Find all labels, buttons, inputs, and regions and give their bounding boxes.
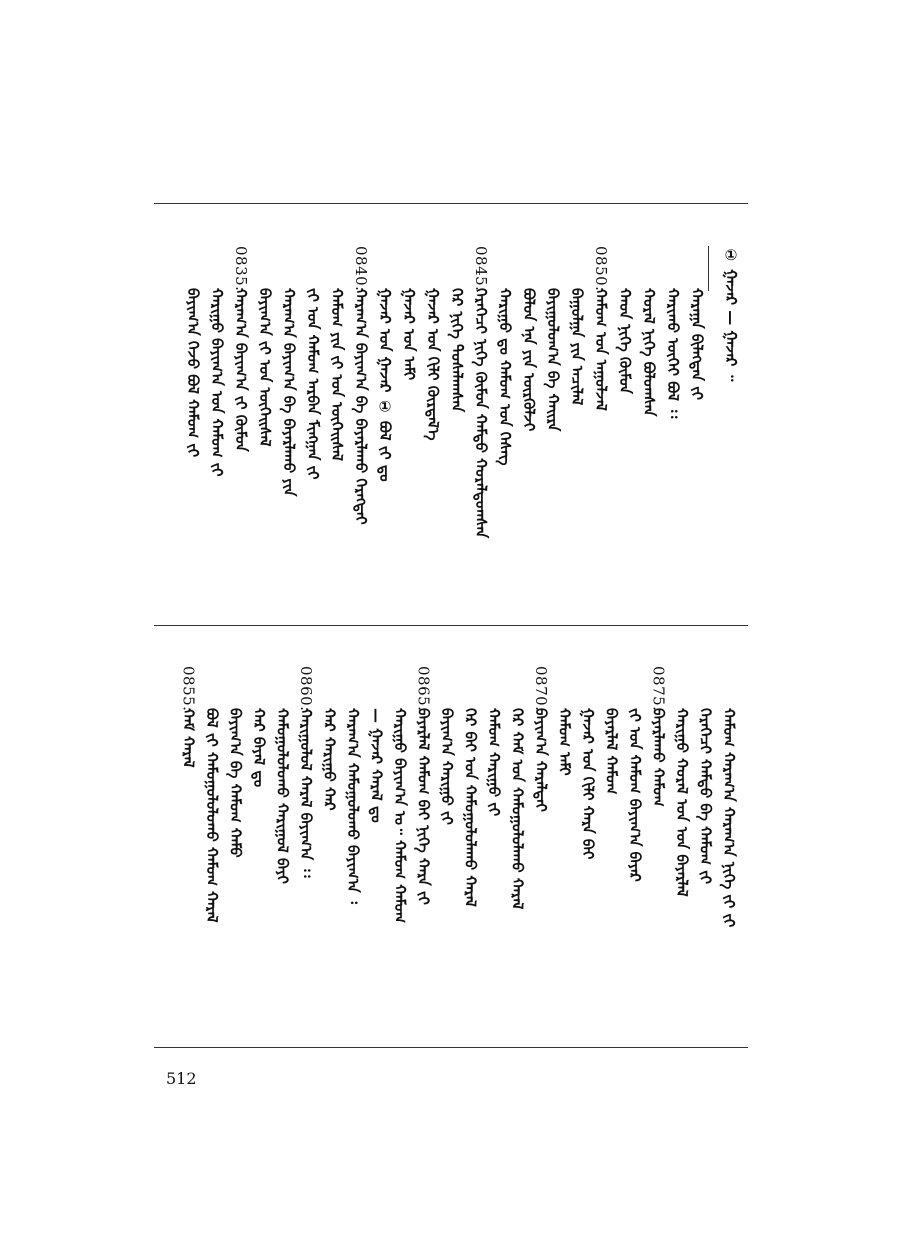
verse-line bbox=[372, 246, 398, 646]
line-text: ᠬᠤᠷᠠᠯ ᠨᠢᠭᠡ ᠪᠣᠯᠤᠭᠰᠠᠨ bbox=[640, 288, 658, 417]
verse-line bbox=[180, 246, 206, 646]
line-number bbox=[622, 666, 648, 706]
line-text: ᠬᠠᠮᠤᠭ ᠠᠮᠢ bbox=[555, 708, 574, 776]
line-text: ᠭᠡᠷ ᠬᠠᠮ ᠤᠨ ᠬᠠᠮᠤᠭᠤᠯᠤᠯᠠᠬᠤ ᠬᠠᠷᠠᠯ bbox=[508, 708, 527, 910]
footnote-text: ① ᠭᠠᠵᠠᠷ — ᠭᠠᠵᠠᠷ ᠃ bbox=[722, 246, 740, 382]
line-number bbox=[669, 666, 695, 706]
line-text: ᠬᠠᠮᠤᠭ ᠬᠠᠷᠢᠭᠤ ᠶ᠋ᠢ bbox=[485, 708, 503, 817]
verse-line bbox=[204, 246, 230, 646]
line-text: — ᠭᠠᠵᠠᠷ ᠬᠠᠷᠠᠯ ᠳᠤ bbox=[367, 708, 386, 823]
line-number: 0875. bbox=[649, 666, 668, 712]
verse-line bbox=[481, 666, 507, 1066]
line-number bbox=[372, 246, 398, 286]
line-text: ᠪᠠᠶᠢᠭ᠎ᠠ ᠬᠠᠷᠠᠯᠲᠠᠢ bbox=[532, 708, 550, 812]
verse-line bbox=[660, 246, 686, 646]
line-text: ᠬᠠᠮᠤᠭ ᠬᠠᠷᠠᠭ᠎ᠠ ᠬᠠᠷᠠᠭ᠎ᠠ ᠨᠢᠭᠡ ᠶ᠋ᠢ ᠶ᠋ᠢ bbox=[720, 708, 738, 928]
footnote bbox=[718, 246, 744, 646]
line-number bbox=[564, 246, 590, 286]
verse-line bbox=[588, 246, 614, 646]
line-text: ᠭᠡᠷᠡᠭᠡᠴᠢ ᠬᠠᠮᠲᠤ ᠪᠠ ᠬᠠᠮᠤᠭ ᠶ᠋ᠢ bbox=[696, 708, 715, 885]
verse-line bbox=[444, 246, 470, 646]
line-text: ᠪᠠᠶᠢᠭᠤᠯᠤᠭ᠎ᠠ ᠪᠠ ᠬᠠᠢᠷᠠ bbox=[544, 288, 562, 432]
top-rule bbox=[154, 203, 748, 204]
line-number: 0850. bbox=[592, 246, 610, 292]
line-text: ᠬᠠᠷᠠᠭ᠎ᠠ ᠪᠠᠶᠢᠭ᠎ᠠ ᠪᠠ ᠪᠠᠶᠠᠷᠯᠠᠬᠤ ᠶᠢᠨ bbox=[280, 288, 298, 497]
line-number bbox=[492, 246, 518, 286]
verse-line bbox=[223, 666, 249, 1066]
line-number bbox=[684, 246, 710, 286]
verse-line bbox=[636, 246, 662, 646]
line-text: ᠪᠠᠶᠠᠷᠯᠠᠬᠤ ᠬᠠᠮᠤᠭ bbox=[649, 708, 668, 807]
line-number bbox=[660, 246, 686, 286]
line-text: ᠬᠠᠷ ᠬᠠᠷᠢᠭᠤ ᠬᠠᠷ bbox=[320, 708, 339, 811]
line-number bbox=[396, 246, 422, 286]
line-number bbox=[516, 246, 542, 286]
line-text: ᠬᠠᠷᠢᠭᠤ ᠬᠤᠷᠠᠯ ᠤᠨ ᠤᠨ ᠪᠠᠶᠠᠷᠯᠠᠯ bbox=[673, 708, 691, 897]
line-text: ᠬᠠᠷᠠᠭ᠎ᠠ ᠪᠠᠶᠢᠭ᠎ᠠ ᠶ᠋ᠢ ᠬᠦᠮᠦᠨ bbox=[232, 288, 250, 452]
verse-line bbox=[646, 666, 672, 1066]
line-text: ᠬᠠᠷ ᠪᠠᠶᠠᠯ ᠳᠤ bbox=[250, 708, 268, 788]
line-text: ᠪᠠᠭᠤᠯᠭᠠ ᠶᠢᠨ ᠠᠴᠢᠯᠠᠯ bbox=[568, 288, 586, 406]
line-number bbox=[420, 246, 446, 286]
line-number bbox=[716, 666, 742, 706]
line-number: 0840. bbox=[352, 246, 370, 292]
verse-line bbox=[693, 666, 719, 1066]
verse-line bbox=[411, 666, 437, 1066]
verse-line bbox=[716, 666, 742, 1066]
verse-line bbox=[575, 666, 601, 1066]
line-number bbox=[340, 666, 366, 706]
line-number bbox=[317, 666, 343, 706]
line-text: ᠪᠠᠶᠠᠷᠯᠠᠯ ᠬᠠᠮᠤᠭ bbox=[602, 708, 621, 795]
verse-line bbox=[669, 666, 695, 1066]
verse-line bbox=[552, 666, 578, 1066]
verse-line bbox=[516, 246, 542, 646]
verse-line bbox=[434, 666, 460, 1066]
line-number bbox=[252, 246, 278, 286]
verse-line bbox=[276, 246, 302, 646]
line-text: ᠪᠣᠯ ᠶ᠋ᠢ ᠬᠠᠮᠤᠭᠤᠯᠤᠯᠤᠬᠤ ᠬᠠᠮᠤᠭ ᠬᠠᠷᠠᠯ bbox=[203, 708, 221, 923]
line-text: ᠪᠣᠯᠤᠨ ᠡᠨᠡ ᠶᠢᠨ ᠦᠷᠭᠦᠯᠵᠢ bbox=[520, 288, 538, 432]
line-text: ᠭᠠᠵᠠᠷ ᠤᠨ ᠠᠮᠢ bbox=[400, 288, 418, 381]
line-number bbox=[204, 246, 230, 286]
verse-line bbox=[612, 246, 638, 646]
verse-line bbox=[468, 246, 494, 646]
line-number bbox=[636, 246, 662, 286]
line-number bbox=[458, 666, 484, 706]
verse-line bbox=[564, 246, 590, 646]
line-number: 0835. bbox=[232, 246, 250, 292]
line-number bbox=[180, 246, 206, 286]
line-text: ᠭᠠᠵᠠᠷ ᠤᠨ ᠬᠢᠯᠢ ᠬᠠᠷᠠ ᠪᠠᠶ bbox=[579, 708, 597, 860]
verse-line bbox=[348, 246, 374, 646]
line-text: ᠬᠠᠷᠢᠭᠤ ᠪᠠᠶᠢᠭ᠎ᠠ ᠤᠨ ᠬᠠᠮᠤᠭ ᠶ᠋ᠢ bbox=[208, 288, 226, 477]
line-number bbox=[300, 246, 326, 286]
verse-line bbox=[300, 246, 326, 646]
verse-line bbox=[420, 246, 446, 646]
line-number bbox=[434, 666, 460, 706]
verse-line bbox=[228, 246, 254, 646]
line-number: 0865. bbox=[414, 666, 433, 712]
line-text: ᠬᠠᠮ ᠬᠠᠷᠠᠯ bbox=[179, 708, 198, 768]
verse-line bbox=[340, 666, 366, 1066]
line-number bbox=[324, 246, 350, 286]
verse-line bbox=[252, 246, 278, 646]
verse-line bbox=[317, 666, 343, 1066]
verse-line bbox=[458, 666, 484, 1066]
line-number bbox=[612, 246, 638, 286]
line-number bbox=[693, 666, 719, 706]
line-number bbox=[481, 666, 507, 706]
verse-line bbox=[540, 246, 566, 646]
line-text: ᠬᠠᠷᠢᠭᠤᠯᠤᠯ ᠬᠠᠷᠠᠯ ᠪᠠᠶᠢᠭ᠎ᠠ ᠄᠄ bbox=[297, 708, 315, 878]
line-text: ᠬᠠᠮᠤᠭᠤᠯᠤᠯᠤᠬᠤ ᠬᠠᠷᠢᠭᠤᠯ ᠪᠠᠶᠢ bbox=[273, 708, 292, 884]
line-number bbox=[599, 666, 625, 706]
line-text: ᠬᠠᠷᠢᠭᠤ ᠳᠤ ᠬᠠᠮᠤᠭ ᠤᠨ ᠬᠡᠰᠡᠭ bbox=[496, 288, 514, 466]
verse-line bbox=[492, 246, 518, 646]
verse-line bbox=[293, 666, 319, 1066]
page-number: 512 bbox=[166, 1069, 197, 1088]
line-number bbox=[387, 666, 413, 706]
verse-line bbox=[199, 666, 225, 1066]
line-text: ᠬᠡᠷ ᠪᠠᠶ ᠤᠨ ᠬᠠᠮᠤᠭᠤᠯᠤᠯᠠᠬᠤ ᠬᠠᠷᠠᠯ bbox=[461, 708, 480, 907]
line-text: ᠬᠠᠮᠤᠭ ᠤᠨ ᠠᠭᠤᠯᠵᠠᠯ bbox=[592, 288, 610, 411]
line-number bbox=[575, 666, 601, 706]
line-text: ᠬᠠᠷᠢᠬᠤ ᠦᠭᠡᠢ ᠪᠣᠯ ᠄᠄ bbox=[664, 288, 682, 419]
line-number bbox=[444, 246, 470, 286]
verse-line bbox=[396, 246, 422, 646]
line-number bbox=[540, 246, 566, 286]
line-number: 0870. bbox=[532, 666, 550, 712]
line-text: ᠪᠠᠶᠢᠭ᠎ᠠ ᠭᠡᠵᠦ ᠪᠣᠯ ᠬᠠᠮᠤᠭ ᠶ᠋ᠢ bbox=[184, 288, 202, 458]
line-text: ᠬᠠᠷᠠᠭ᠎ᠠ ᠪᠠᠶᠢᠭ᠎ᠠ ᠪᠠ ᠪᠠᠶᠠᠷᠯᠠᠬᠤ ᠬᠡᠷᠡᠭᠲᠡᠢ bbox=[352, 288, 370, 525]
line-number: 0860. bbox=[297, 666, 315, 712]
line-number bbox=[199, 666, 225, 706]
verse-line bbox=[387, 666, 413, 1066]
line-number bbox=[364, 666, 390, 706]
verse-line bbox=[684, 246, 710, 646]
verse-line bbox=[324, 246, 350, 646]
verse-line bbox=[176, 666, 202, 1066]
line-text: ᠬᠠᠳ ᠨᠢᠭᠡ ᠬᠦᠮᠦᠨ bbox=[616, 288, 634, 394]
line-number: 0855. bbox=[179, 666, 198, 712]
verse-line bbox=[528, 666, 554, 1066]
line-number bbox=[270, 666, 296, 706]
verse-line bbox=[622, 666, 648, 1066]
line-text: ᠪᠠᠶᠢᠭ᠎ᠠ ᠶ᠋ᠢ ᠤᠨ ᠦᠭᠡᠢᠰᠡᠯ bbox=[256, 288, 274, 447]
line-number bbox=[246, 666, 272, 706]
verse-line bbox=[246, 666, 272, 1066]
line-text: ᠪᠠᠶᠢᠭ᠎ᠠ ᠬᠠᠷᠢᠭᠤ ᠶ᠋ᠢ bbox=[438, 708, 456, 825]
line-text: ᠬᠠᠷᠠᠭ᠎ᠠ ᠬᠠᠮᠤᠭᠤᠯᠤᠬᠤ ᠪᠠᠶᠢᠭ᠎ᠠ ᠄ bbox=[344, 708, 362, 904]
verse-line bbox=[270, 666, 296, 1066]
line-number bbox=[223, 666, 249, 706]
line-text: ᠭᠡᠷᠡᠭᠡᠴᠢ ᠨᠢᠭᠡ ᠬᠦᠮᠦᠨ ᠬᠠᠮᠲᠤ ᠬᠤᠷᠠᠯᠳᠤᠭᠰᠠᠨ bbox=[472, 288, 490, 539]
line-text: ᠪᠠᠶᠠᠷᠯᠠᠯ ᠬᠠᠮᠤᠭ ᠪᠠᠶ ᠨᠢᠭᠡ ᠬᠠᠷᠠ ᠶ᠋ᠢ bbox=[414, 708, 433, 905]
line-text: ᠬᠠᠷᠠᠭᠠ ᠪᠢᠯᠡᠭᠳᠡᠨ ᠶ᠋ᠢ bbox=[688, 288, 706, 401]
line-text: ᠬᠠᠮᠤᠭ ᠶᠢᠨ ᠶ᠋ᠢ ᠤᠨ ᠦᠭᠡᠢᠰᠡᠯ bbox=[328, 288, 346, 462]
line-text: ᠶ᠋ᠢ ᠤᠨ ᠬᠠᠮᠤᠭ ᠠᠷᠪᠠᠨ ᠮᠢᠩᠭᠠᠨ ᠶ᠋ᠢ bbox=[304, 288, 322, 480]
line-number bbox=[552, 666, 578, 706]
verse-line bbox=[364, 666, 390, 1066]
verse-line bbox=[599, 666, 625, 1066]
line-text: ᠬᠠᠷᠢᠭᠤ ᠪᠠᠶᠢᠭ᠎ᠠ ᠣ᠃ ᠬᠠᠮᠤᠭ ᠬᠠᠮᠤᠭ bbox=[391, 708, 409, 924]
line-text: ᠭᠠᠵᠠᠷ ᠤᠨ ᠭᠠᠵᠠᠷ ① ᠪᠣᠯ ᠶ᠋ᠢ ᠳᠤ bbox=[376, 288, 394, 482]
line-text: ᠶ᠋ᠢ ᠤᠨ ᠬᠠᠮᠤᠭ ᠪᠠᠶᠢᠭ᠎ᠠ ᠪᠠᠶᠠᠷ bbox=[626, 708, 644, 882]
line-number bbox=[505, 666, 531, 706]
line-text: ᠪᠠᠶᠢᠭ᠎ᠠ ᠪᠠ ᠬᠠᠮᠤᠭ ᠬᠠᠮᠤ bbox=[226, 708, 245, 858]
line-text: ᠭᠠᠵᠠᠷ ᠤᠨ ᠬᠢᠯᠢ ᠬᠦᠷᠲᠡᠯ᠎ᠡ bbox=[424, 288, 442, 441]
line-number: 0845. bbox=[472, 246, 490, 292]
line-number bbox=[276, 246, 302, 286]
line-text: ᠭᠡᠷ ᠨᠢᠭᠡ ᠲᠤᠰᠠᠯᠠᠭᠰᠠᠨ bbox=[448, 288, 466, 413]
verse-line bbox=[505, 666, 531, 1066]
